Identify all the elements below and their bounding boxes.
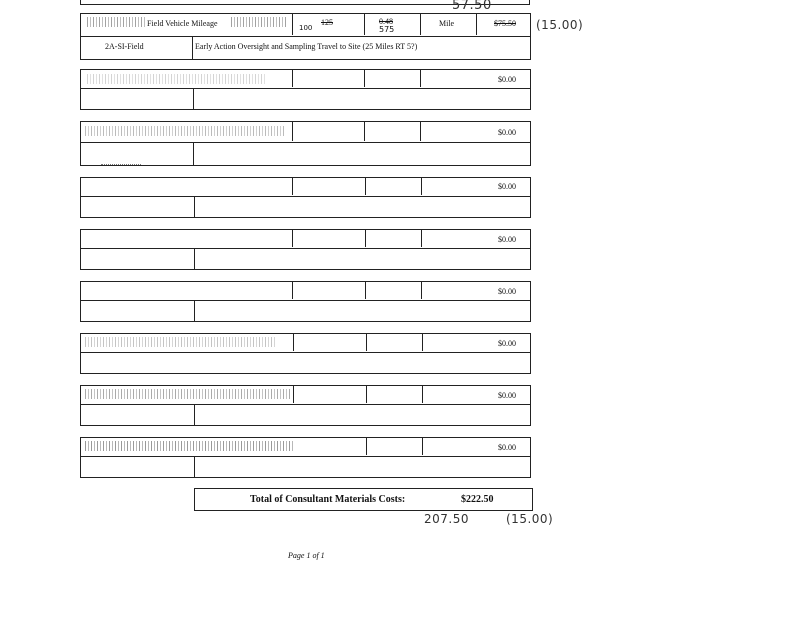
mileage-rate: 0.48 (379, 17, 393, 26)
total-box (194, 488, 533, 511)
cost-row-8 (80, 437, 531, 478)
mileage-quantity: 125 (321, 18, 333, 27)
redacted-mark (85, 126, 285, 136)
cost-row-1 (80, 69, 531, 110)
redacted-mark (85, 441, 293, 451)
page-number: Page 1 of 1 (288, 551, 325, 560)
row-amount: $0.00 (498, 287, 516, 296)
row-amount: $0.00 (498, 182, 516, 191)
redacted-mark (231, 17, 287, 27)
cost-row-7 (80, 385, 531, 426)
cost-row-3 (80, 177, 531, 218)
handwritten-total-amount: 207.50 (424, 512, 469, 526)
cost-row-6 (80, 333, 531, 374)
mileage-description: Field Vehicle Mileage (147, 19, 218, 28)
row-amount: $0.00 (498, 391, 516, 400)
total-label: Total of Consultant Materials Costs: (250, 494, 406, 505)
cost-row-4 (80, 229, 531, 270)
mileage-amount: $75.50 (494, 19, 516, 28)
handwritten-total-note: (15.00) (506, 512, 554, 526)
mileage-detail: Early Action Oversight and Sampling Travel to Site (25 Miles RT 5?) (195, 42, 418, 51)
row-amount: $0.00 (498, 75, 516, 84)
cost-row-5 (80, 281, 531, 322)
faint-line (101, 164, 141, 166)
redacted-mark (87, 17, 147, 27)
mileage-rate-correction: 575 (379, 25, 395, 34)
redacted-mark (85, 337, 275, 347)
row-amount: $0.00 (498, 235, 516, 244)
row-amount: $0.00 (498, 128, 516, 137)
redacted-mark (85, 389, 290, 399)
mileage-quantity-correction: 100 (299, 24, 313, 32)
cost-row-2 (80, 121, 531, 166)
mileage-code: 2A-SI-Field (105, 42, 144, 51)
row-amount: $0.00 (498, 443, 516, 452)
mileage-unit: Mile (439, 19, 455, 28)
total-value: $222.50 (461, 494, 494, 505)
handwritten-top-note: (15.00) (536, 18, 584, 32)
redacted-mark (87, 74, 267, 84)
row-amount: $0.00 (498, 339, 516, 348)
mileage-row (80, 13, 531, 60)
handwritten-top-amount: 57.50 (452, 0, 492, 13)
